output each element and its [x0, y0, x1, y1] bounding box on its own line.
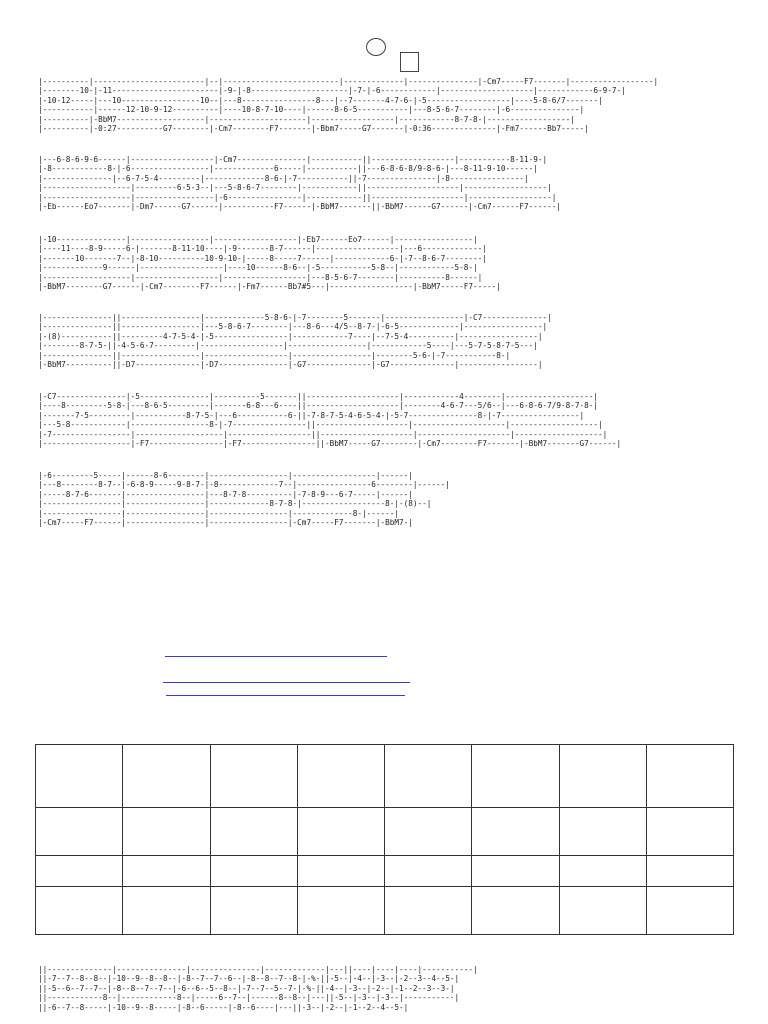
tab-line: |---5-8------------|-----------------8-|-7----------------||--------------------|--------------------|-------------------| [38, 420, 603, 430]
tab-line: |-6---------5-----|------8-6--------|-----------------|------------------|------| [38, 471, 413, 480]
tab-line: |---------------||-----------------|------------------|-----------------|--------5-6-|-7-----------8-| [38, 350, 511, 360]
tab-line: |-C7---------------|-5---------------|----------5-------||--------------------|------------4--------|-------------------| [38, 392, 599, 401]
table-cell [36, 887, 123, 935]
tab-line: ||-7--7--8--8--|-10--9--8--8--|-8--7--7--6--|-8--8--7--8-|-%-||-5--|-4--|-3--|-2--3--4--5-| [38, 974, 460, 984]
table-cell [123, 808, 210, 856]
tab-block-7 [38, 965, 478, 1012]
table-cell [297, 808, 384, 856]
tab-line: |-------------------|------------------|------------------|---8-5-6-7--------|----------8------| [38, 272, 483, 282]
tab-line: |-7-----------------|-------------------|------------------||--------------------|--------------------|-------------------| [38, 429, 608, 439]
table-cell [123, 887, 210, 935]
tab-line: |--------8-7-5-||-4-5-6-7---------|------------------|-----------------|------------5----|---5-7-5-8-7-5---| [38, 341, 538, 351]
tab-line: |-BbM7--------G7------|-Cm7--------F7------|-Fm7------Bb7#5---|------------------|-BbM7-----F7-----| [38, 282, 501, 292]
legend-circle-icon [366, 38, 386, 56]
table-cell [210, 745, 297, 808]
table-cell [210, 856, 297, 887]
tab-line: |---------------||-----------------|-------------5-8-6-|-7--------5-------|-----------------|-C7--------------| [38, 313, 552, 322]
table-cell [472, 887, 559, 935]
table-cell [559, 808, 646, 856]
tab-line: |-Eb------Eo7-------|-Dm7------G7------|-----------F7------|-BbM7-------||-BbM7------G7------|-Cm7------F7------| [38, 202, 561, 212]
table-cell [646, 887, 733, 935]
table-cell [297, 856, 384, 887]
tab-block-5 [38, 392, 621, 448]
tab-line: |----------|-BbM7-------------------|---------------------|------------------|------------8-7-8-|------------------| [38, 114, 575, 124]
tab-line: ||-5--6--7--7--|-8--8--7--7--|-6--6--5--8--|-7--7--5--7-|-%-||-4--|-3--|-2--|-1--2--3--3-| [38, 983, 455, 993]
table-cell [297, 745, 384, 808]
table-cell [646, 745, 733, 808]
table-cell [36, 745, 123, 808]
tab-line: |-(8)-----------||---------4-7-5-4-|-5----------------|------------7----|--7-5-4----------|-----------------| [38, 331, 543, 341]
table-cell [646, 856, 733, 887]
table-cell [559, 856, 646, 887]
table-row [36, 887, 734, 935]
tab-block-2 [38, 155, 561, 211]
tab-block-6 [38, 471, 450, 527]
table-cell [646, 808, 733, 856]
info-table [35, 744, 734, 935]
table-cell [472, 808, 559, 856]
tab-line: |-------------------|-----------------|-6----------------|------------||--------------------|------------------| [38, 192, 557, 202]
table-cell [36, 808, 123, 856]
table-cell [210, 808, 297, 856]
legend-box-icon [400, 52, 419, 72]
table-cell [472, 745, 559, 808]
tab-line: |---6-8-6-9-6------|------------------|-Cm7---------------|-----------||------------------|-----------8-11-9-| [38, 155, 548, 164]
table-row [36, 808, 734, 856]
tab-block-1 [38, 77, 658, 133]
tab-line: |----------|-0:27----------G7--------|-Cm7--------F7-------|-Bbm7-----G7-------|-0:36--------------|-Fm7------Bb7-----| [38, 124, 589, 134]
tab-line: ||------------8--|------------8--|-----6--7--|------8--8--|---||-5--|-3--|-3--|-----------| [38, 993, 460, 1003]
tab-line: |---------------|--6-7-5-4---------|-------------8-6-|-7-----------||-7---------------|-8----------------| [38, 173, 529, 183]
link-3[interactable] [166, 695, 405, 696]
table-cell [385, 745, 472, 808]
tab-line: |-BbM7----------||-D7--------------|-D7---------------|-G7--------------|-G7--------------|-----------------| [38, 360, 543, 370]
tab-block-4 [38, 313, 552, 369]
table-cell [559, 745, 646, 808]
tab-line: |--------10-|-11-----------------------|-9-|-8---------------------|-7-|-6------------|--------------------|------------6-9-7-| [38, 86, 626, 96]
tab-block-3 [38, 235, 501, 291]
tab-line: |-------------9------|------------------|----10------8-6--|-5-----------5-8--|------------5-8-| [38, 263, 478, 273]
tab-line: |-Cm7-----F7------|-----------------|-----------------|-Cm7-----F7-------|-BbM7-| [38, 518, 413, 528]
table-cell [123, 856, 210, 887]
tab-line: |-----------|------12-10-9-12----------|----10-8-7-10----|------8-6-5-----------|---8-5-6-7--------|-6---------------| [38, 105, 585, 115]
tab-line: |-10---------------|-----------------|------------------|-Eb7------Eo7------|-----------------| [38, 235, 478, 244]
tab-line: |-10-12-----|---10-----------------10--|---8----------------8---|--7-------4-7-6-|-5------------------|----5-8-6/7-------| [38, 95, 603, 105]
tab-line: |----------|------------------------|--|-------------------------|-------------|---------------|-Cm7-----F7-------|------------------| [38, 77, 659, 86]
table-cell [123, 745, 210, 808]
table-cell [385, 856, 472, 887]
link-2[interactable] [163, 682, 410, 683]
table-row [36, 856, 734, 887]
table-row [36, 745, 734, 808]
tab-line: |-------------------|---------6-5-3--|---5-8-6-7--------|------------||--------------------|------------------| [38, 183, 552, 193]
link-1[interactable] [165, 656, 387, 657]
tab-line: |-------7-5---------|-----------8-7-5-|---6-----------6-||-7-8-7-5-4-6-5-4-|-5-7---------------8-|-7-----------------| [38, 410, 585, 420]
tab-line: |-----8-7-6-------|-----------------|---8-7-8----------|-7-8-9---6-7-----|------| [38, 489, 413, 499]
table-cell [297, 887, 384, 935]
tab-line: ||-6--7--8-----|-10--9--8-----|-8--6-----|-8--6----|---||-3--|-2--|-1--2--4--5-| [38, 1002, 409, 1012]
table-cell [36, 856, 123, 887]
tab-line: |----8---------5-8-|---8-6-5---------|-------6-8---6----||--------------------|--------4-6-7---5/6--|---6-8-6-7/9-8-7-8-| [38, 401, 599, 411]
tab-line: |---------------||-----------------|---5-8-6-7--------|---8-6---4/5--8-7-|-6-5-------------|-----------------| [38, 322, 548, 332]
table-cell [210, 887, 297, 935]
tab-line: ||--------------|---------------|---------------|-------------|---||----|----|----|-----------| [38, 965, 478, 974]
tab-line: |-8------------8-|-6-----------------|-------------6-----|-----------||---6-8-6-8/9-8-6-|---8-11-9-10------| [38, 164, 538, 174]
tab-line: |-------10-------7--|-8-10----------10-9-10-|-----8-----7------|------------6-|-7--8-6-7--------| [38, 253, 487, 263]
table-cell [559, 887, 646, 935]
table-cell [385, 887, 472, 935]
tab-line: |----11----8-9-----6-|-------8-11-10----|-9-------8-7------|------------------|---6-------------| [38, 244, 487, 254]
tab-line: |-------------------|-F7----------------|-F7----------------||-BbM7-----G7--------|-Cm7--------F7-------|-BbM7-------G7------| [38, 439, 622, 449]
table-cell [385, 808, 472, 856]
tab-line: |---8--------8-7--|-6-8-9-----9-8-7-|-8-------------7--|----------------6--------|------| [38, 480, 450, 490]
tab-line: |-----------------|-----------------|-------------8-7-8-|------------------8-|-(8)--| [38, 499, 432, 509]
table-cell [472, 856, 559, 887]
tab-line: |-----------------|-----------------|-----------------|-------------8-|------| [38, 508, 400, 518]
